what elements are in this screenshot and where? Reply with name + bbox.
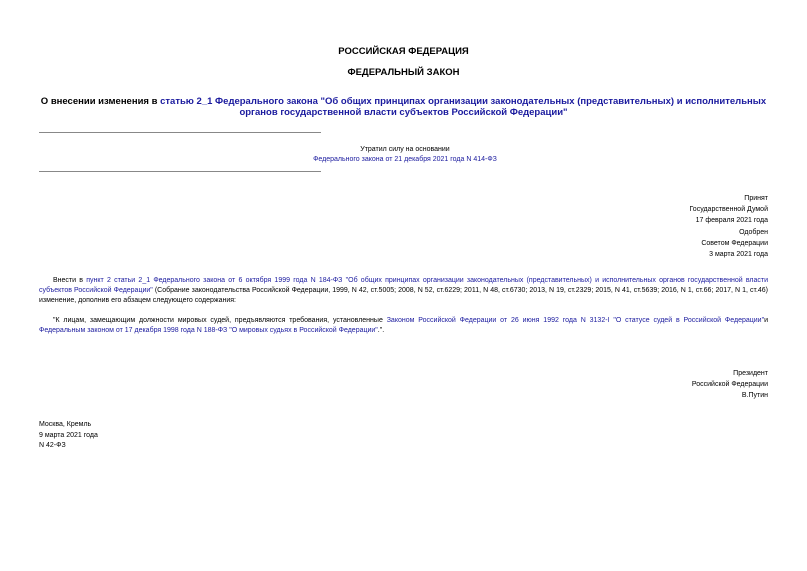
adopted-by: Государственной Думой [689,206,768,214]
header-law-type: ФЕДЕРАЛЬНЫЙ ЗАКОН [347,67,460,78]
p1-text-end: (Собрание законодательства Российской Федерации, 1999, N 42, ст.5005; 2008, N 52, ст.6229; 2011, N 48, ст.6730; 2013, N 19, ст.2329; 2015, N 41, ст.5639; 2016, N 1, ст.66; 2017, N 1, ст.46) изменение, дополнив его абзацем следующего содержания: [39,287,769,304]
footer-place: Москва, Кремль [39,421,92,428]
footer-date: 9 марта 2021 года [39,431,98,439]
approved-by: Советом Федерации [701,239,768,247]
title-article-link[interactable]: статью 2_1 Федерального закона "Об общих принципах организации законодательных (представительных) и исполнительных органов государственной власти субъектов Российской Федерации" [160,96,767,118]
signature-title: Президент [733,370,768,377]
adopted-date: 17 февраля 2021 года [695,217,768,225]
paragraph-1 [39,276,768,306]
footer-block [39,420,98,452]
approved-label: Одобрен [739,228,768,236]
divider-top [39,132,321,133]
status-text: Утратил силу на основании [360,146,450,153]
adopted-label: Принят [744,195,768,202]
document-title [40,96,767,118]
p2-text-mid: и [764,317,768,324]
law-3132-link[interactable]: Законом Российской Федерации от 26 июня 1992 года N 3132-I "О статусе судей в Российской Федерации" [386,317,765,324]
adoption-block [689,193,768,260]
p2-text-start: "К лицам, замещающим должности мировых судей, предъявляются требования, установленные [53,317,387,324]
signature-name: В.Путин [741,392,768,400]
footer-number: N 42-ФЗ [39,442,66,450]
divider-bottom [39,171,321,172]
paragraph-2 [39,316,768,336]
header-federation: РОССИЙСКАЯ ФЕДЕРАЦИЯ [338,46,469,57]
title-prefix: О внесении изменения в [40,96,161,107]
p1-text-start: Внести в [53,277,87,284]
signature-country: Российской Федерации [691,381,768,389]
approved-date: 3 марта 2021 года [709,251,768,259]
law-184-link[interactable]: пункт 2 статьи 2_1 Федерального закона от 6 октября 1999 года N 184-ФЗ "Об общих принципах организации законодательных (представительных) и исполнительных органов государственной власти субъектов Российской Федерации" [39,277,769,294]
p2-text-end: .". [377,327,385,334]
status-block [190,145,620,165]
law-188-link[interactable]: Федеральным законом от 17 декабря 1998 года N 188-ФЗ "О мировых судьях в Российской Федерации" [39,327,378,334]
repeal-law-link[interactable]: Федерального закона от 21 декабря 2021 года N 414-ФЗ [313,156,497,163]
signature-block [692,368,768,402]
